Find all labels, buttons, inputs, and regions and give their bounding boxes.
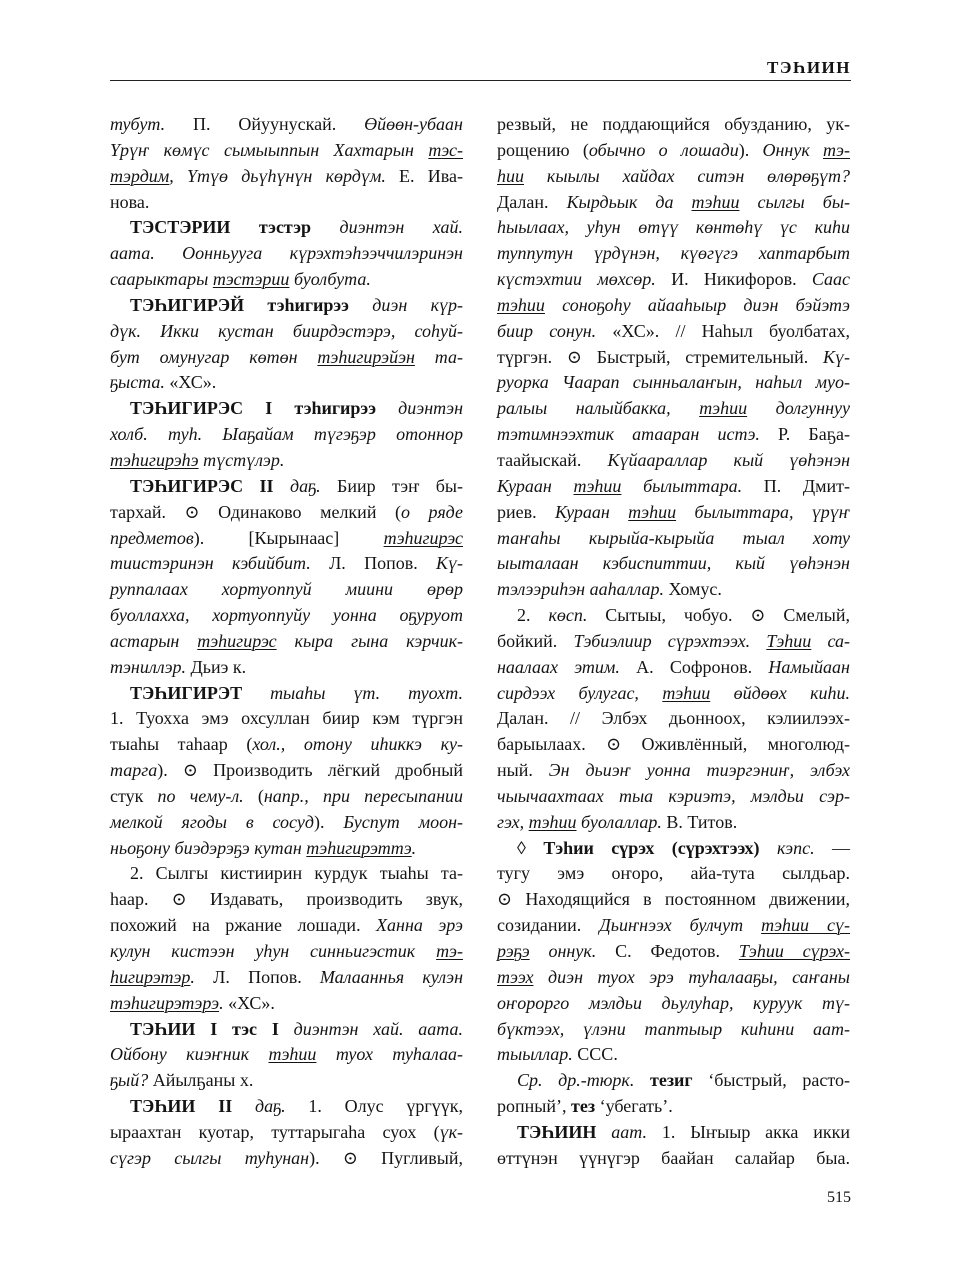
text-line xyxy=(110,887,463,913)
text-line xyxy=(497,526,850,552)
text-line xyxy=(110,500,463,526)
dictionary-entry xyxy=(497,1068,850,1120)
underlined-headword: тэһии xyxy=(691,191,740,212)
example-text: долгуннуу xyxy=(747,398,850,419)
text-line xyxy=(110,370,463,396)
text-line xyxy=(110,1017,463,1043)
dictionary-entry xyxy=(110,215,463,293)
dictionary-entry xyxy=(497,112,850,603)
gloss-text: ◊ xyxy=(517,837,544,858)
text-line xyxy=(497,190,850,216)
underlined-headword: тэс- xyxy=(428,139,463,160)
text-line xyxy=(497,345,850,371)
dictionary-entry xyxy=(497,1120,850,1172)
example-text: аат. xyxy=(611,1121,648,1142)
gloss-text: риев. xyxy=(497,501,555,522)
gloss-text: бойкий. xyxy=(497,630,574,651)
gloss-text: Сытыы, чобуо. ⊙ Смелый, xyxy=(587,605,850,626)
gloss-text: «ХС». xyxy=(228,992,275,1013)
gloss-text: стук xyxy=(110,785,158,806)
example-text: Ханна эрэ xyxy=(376,915,463,936)
gloss-text: Л. Попов. xyxy=(213,966,320,987)
example-text: былыттара, үрүҥ xyxy=(676,501,850,522)
gloss-text: созидании. xyxy=(497,915,600,936)
underlined-headword: тээх xyxy=(497,966,534,987)
text-line xyxy=(497,500,850,526)
text-line xyxy=(110,396,463,422)
headword: ТЭҺИИН xyxy=(517,1121,612,1142)
example-text: Саас xyxy=(811,269,850,290)
gloss-text: ыраахтан куотар, туттарыгаһа суох ( xyxy=(110,1121,440,1142)
example-text: . xyxy=(219,992,229,1013)
gloss-text: 1. Олус үргүүк, xyxy=(285,1096,463,1117)
underlined-headword: тэһигирэһэ xyxy=(110,449,199,470)
underlined-headword: рэҕэ xyxy=(497,941,530,961)
gloss-text: ). xyxy=(313,811,344,832)
example-text: Кураан xyxy=(497,475,574,496)
headword: ТЭҺИГИРЭЙ тэһигирээ xyxy=(130,294,373,315)
text-line xyxy=(497,241,850,267)
example-text: наалаах этим. xyxy=(497,656,637,677)
text-line xyxy=(110,526,463,552)
text-line xyxy=(110,577,463,603)
example-text: былыттара. xyxy=(621,475,764,496)
text-line xyxy=(497,655,850,681)
gloss-text: 2. xyxy=(517,605,549,626)
example-text: , Үтүө дьүһүнүн көрдүм. xyxy=(169,165,400,186)
gloss-text: һаар. ⊙ Издавать, производить звук, xyxy=(110,889,463,910)
example-text: аата. Оонньууга күрэхтэһээччилэринэн xyxy=(110,243,463,264)
text-line xyxy=(497,784,850,810)
example-text: мелкой ягоды в сосуд xyxy=(110,811,314,832)
example-text: кыра гына кэрчик- xyxy=(276,630,463,651)
headword: тез xyxy=(571,1096,596,1117)
headword: ТЭСТЭРИИ тэстэр xyxy=(130,217,340,238)
example-text: Буспут моон- xyxy=(343,811,463,832)
example-text: гэх, xyxy=(497,811,529,832)
text-line xyxy=(497,965,850,991)
example-text: тыыллар. xyxy=(497,1044,578,1065)
example-text: напр., при пересыпании xyxy=(263,785,464,806)
dictionary-entry xyxy=(110,861,463,1016)
example-text: оҥорорго мэлдьи дьулуһар, куруук тү- xyxy=(497,992,850,1013)
underlined-headword: һигирэтэр xyxy=(110,966,191,987)
gloss-text: тыаһы таһаар ( xyxy=(110,734,253,755)
text-line xyxy=(110,241,463,267)
underlined-headword: тэһигирэс xyxy=(197,630,277,651)
gloss-text: «ХС». // Наһыл буолбатах, xyxy=(612,320,850,341)
example-text: ҕыста. xyxy=(110,372,170,393)
text-line xyxy=(497,448,850,474)
dictionary-entry xyxy=(110,474,463,681)
example-text: Тэбиэлиир сүрэхтээх. xyxy=(573,630,767,651)
underlined-headword: тэһии xyxy=(268,1044,317,1065)
gloss-text: — xyxy=(814,837,850,858)
example-text: даҕ. xyxy=(289,475,321,496)
underlined-headword: тэһии сү- xyxy=(761,915,851,936)
text-line xyxy=(497,551,850,577)
text-line xyxy=(110,758,463,784)
example-text: саарыктары xyxy=(110,269,213,290)
text-line xyxy=(110,939,463,965)
dictionary-entry xyxy=(497,603,850,836)
gloss-text: нова. xyxy=(110,191,150,212)
underlined-headword: тэһии xyxy=(628,501,677,522)
text-line xyxy=(110,112,463,138)
text-line xyxy=(110,603,463,629)
gloss-text: «ХС». xyxy=(169,372,217,393)
text-line xyxy=(110,1120,463,1146)
underlined-headword: тэһигирэйэн xyxy=(317,346,415,367)
example-text: ҕый? xyxy=(110,1070,153,1091)
example-text: Күйаараллар кый үөһэнэн xyxy=(607,449,850,470)
running-head: ТЭҺИИН xyxy=(766,58,851,77)
header-rule xyxy=(110,80,851,81)
text-line xyxy=(497,603,850,629)
text-line xyxy=(497,215,850,241)
text-line xyxy=(110,319,463,345)
example-text: сылгы бы- xyxy=(739,191,851,212)
gloss-text: 1. Ыҥыыр акка икки xyxy=(647,1121,850,1142)
page-number: 515 xyxy=(827,1189,851,1206)
example-text: Дьиҥнээх булчут xyxy=(599,915,762,936)
dictionary-entry xyxy=(110,112,463,215)
text-line xyxy=(497,732,850,758)
example-text: буолаллар. xyxy=(576,811,667,832)
example-text: Ойбону киэҥник xyxy=(110,1044,269,1065)
underlined-headword: тэһигирэтэрэ xyxy=(110,992,220,1013)
text-line xyxy=(497,577,850,603)
example-text: биир сонун. xyxy=(497,320,613,341)
example-text: сүгэр сылгы туһунан xyxy=(110,1147,310,1168)
underlined-headword: тэһии xyxy=(528,811,577,832)
text-line xyxy=(497,293,850,319)
example-text: тэлээриһэн ааһаллар. xyxy=(497,579,669,600)
example-text: һыылаах, уһун өтүү көнтөһү үс киһи xyxy=(497,217,850,238)
example-text: бут омунугар көтөн xyxy=(110,346,318,367)
example-text: Намыйаан xyxy=(768,656,850,677)
gloss-text: ропный’, xyxy=(497,1096,571,1117)
text-line xyxy=(110,836,463,862)
text-line xyxy=(110,422,463,448)
text-line xyxy=(110,965,463,991)
text-line xyxy=(110,810,463,836)
gloss-text: рощению ( xyxy=(497,139,589,160)
example-text: үк- xyxy=(439,1121,463,1142)
text-line xyxy=(497,1042,850,1068)
gloss-text: Р. Баҕа- xyxy=(778,424,851,445)
left-column xyxy=(110,112,463,1172)
underlined-headword: тэһии xyxy=(497,294,545,315)
example-text: күстэхтии мөхсөр. xyxy=(497,269,672,290)
gloss-text: таайыскай. xyxy=(497,449,608,470)
gloss-text: Айылҕаны х. xyxy=(152,1070,254,1091)
example-text: руппалаах хортуоппуй миини өрөр xyxy=(110,579,463,600)
headword: ТЭҺИГИРЭС II xyxy=(130,475,290,496)
headword: ТЭҺИГИРЭС I тэһигирээ xyxy=(130,398,399,419)
text-line xyxy=(110,215,463,241)
text-line xyxy=(110,706,463,732)
example-text: . xyxy=(411,837,417,858)
example-text: таҥаһы кырыйа-кырыйа тыал хоту xyxy=(497,527,850,548)
text-line xyxy=(110,681,463,707)
example-text: по чему-л. xyxy=(157,785,244,806)
gloss-text: түргэн. ⊙ Быстрый, стремительный. xyxy=(497,346,824,367)
example-text: сирдээх булугас, xyxy=(497,682,663,703)
underlined-headword: һии xyxy=(497,165,524,186)
example-text: ралыы налыйбакка, xyxy=(497,398,700,419)
dictionary-entry xyxy=(110,1017,463,1095)
example-text: Үрүҥ көмүс сымыыппын Хахтарын xyxy=(110,139,429,160)
headword: Тэһии сүрэх (сүрэхтээх) xyxy=(543,837,777,858)
underlined-headword: тэһигирэттэ xyxy=(306,837,412,858)
underlined-headword: тэһигирэс xyxy=(383,527,463,548)
text-line xyxy=(110,1042,463,1068)
text-line xyxy=(110,629,463,655)
text-line xyxy=(497,164,850,190)
gloss-text: ный. xyxy=(497,760,549,781)
text-line xyxy=(497,474,850,500)
example-text: өйдөөх киһи. xyxy=(710,682,851,703)
gloss-text: Л. Попов. xyxy=(329,553,437,574)
example-text: чыычаахтаах тыа кэриэтэ, мэлдьи сэр- xyxy=(497,785,850,806)
text-line xyxy=(497,706,850,732)
text-line xyxy=(497,422,850,448)
example-text: диэн күр- xyxy=(372,294,463,315)
text-line xyxy=(497,1120,850,1146)
gloss-text: Е. Ива- xyxy=(399,165,463,186)
example-text: көсп. xyxy=(548,605,588,626)
text-line xyxy=(110,655,463,681)
gloss-text: ). [Кырынаас] xyxy=(193,527,384,548)
example-text: тыаһы үт. туохт. xyxy=(270,682,463,703)
text-line xyxy=(110,138,463,164)
example-text: Эн дьиэҥ уонна тиэргэниҥ, элбэх xyxy=(548,760,850,781)
text-line xyxy=(110,1094,463,1120)
gloss-text: Хомус. xyxy=(668,579,722,600)
example-text: Өйөөн-убаан xyxy=(364,114,463,134)
right-column xyxy=(497,112,850,1172)
gloss-text: тархай. ⊙ Одинаково мелкий ( xyxy=(110,501,401,522)
text-line xyxy=(497,319,850,345)
dictionary-entry xyxy=(110,396,463,474)
example-text: Ср. др.-тюрк. xyxy=(517,1070,650,1091)
text-line xyxy=(497,267,850,293)
gloss-text: А. Софронов. xyxy=(636,656,769,677)
text-line xyxy=(497,991,850,1017)
gloss-text: В. Титов. xyxy=(666,811,738,832)
text-line xyxy=(110,190,463,216)
underlined-headword: тэ- xyxy=(436,941,463,961)
gloss-text: ССС. xyxy=(577,1044,618,1065)
example-text: туох туһалаа- xyxy=(316,1044,463,1065)
text-line xyxy=(110,1146,463,1172)
text-line xyxy=(497,810,850,836)
gloss-text: ⊙ Находящийся в постоянном движении, xyxy=(497,889,850,910)
underlined-headword: тэ- xyxy=(823,139,850,160)
underlined-headword: тэһии xyxy=(699,398,748,419)
text-line xyxy=(497,1146,850,1172)
example-text: Малааннья кулэн xyxy=(319,966,464,987)
text-line xyxy=(110,1068,463,1094)
example-text: оннук. xyxy=(529,941,616,961)
text-line xyxy=(497,629,850,655)
underlined-headword: тэстэрии xyxy=(212,269,290,290)
text-line xyxy=(497,1094,850,1120)
dictionary-entry xyxy=(110,1094,463,1172)
example-text: буолбута. xyxy=(289,269,371,290)
text-line xyxy=(497,396,850,422)
example-text: кулун кистээн уһун синньигэстик xyxy=(110,941,437,961)
gloss-text: Биир тэҥ бы- xyxy=(320,475,463,496)
gloss-text: Далан. xyxy=(497,191,567,212)
gloss-text: ). ⊙ Пугливый, xyxy=(309,1147,463,1168)
text-line xyxy=(110,293,463,319)
underlined-headword: тэһии xyxy=(662,682,711,703)
gloss-text: И. Никифоров. xyxy=(671,269,812,290)
gloss-text: Дьиэ к. xyxy=(190,656,247,677)
example-text: Кү- xyxy=(823,346,850,367)
example-text: тубут. xyxy=(110,114,166,134)
example-text: соноҕоһу айааһыыр диэн бэйэтэ xyxy=(544,294,850,315)
gloss-text: С. Федотов. xyxy=(615,941,739,961)
gloss-text: Далан. // Элбэх дьонноох, кэлиилээх- xyxy=(497,708,850,729)
example-text: Кү- xyxy=(436,553,463,574)
headword: тезиг xyxy=(649,1070,693,1091)
underlined-headword: Тэһии сүрэх- xyxy=(738,941,850,961)
gloss-text: резвый, не поддающийся обузданию, ук- xyxy=(497,114,850,134)
text-line xyxy=(110,345,463,371)
text-line xyxy=(497,138,850,164)
example-text: дүк. Икки кустан биирдэстэрэ, соһуй- xyxy=(110,320,463,341)
gloss-text: П. Ойуунускай. xyxy=(165,114,365,134)
gloss-text: П. Дмит- xyxy=(763,475,850,496)
dictionary-entry xyxy=(110,681,463,862)
gloss-text: өттүнэн үүнүгэр баайан салайар быа. xyxy=(497,1147,850,1168)
example-text: тарга xyxy=(110,760,158,781)
text-line xyxy=(497,939,850,965)
example-text: тэниллэр. xyxy=(110,656,191,677)
example-text: ньоҕону биэдэрэҕэ кутан xyxy=(110,837,307,858)
gloss-text: ‘быстрый, расто- xyxy=(692,1070,851,1091)
example-text: предметов xyxy=(110,527,194,548)
text-line xyxy=(497,887,850,913)
gloss-text: 1. Туохха эмэ охсуллан биир кэм түргэн xyxy=(110,708,463,729)
example-text: холб. туһ. Ыаҕайам түгэҕэр отоннор xyxy=(110,424,463,445)
example-text: обычно о лошади xyxy=(588,139,739,160)
example-text: о ряде xyxy=(401,501,463,522)
gloss-text: ). xyxy=(738,139,763,160)
gloss-text: ( xyxy=(243,785,264,806)
headword: ТЭҺИГИРЭТ xyxy=(130,682,271,703)
underlined-headword: Тэһии xyxy=(766,630,812,651)
example-text: диэнтэн хай. xyxy=(339,217,464,238)
example-text: тэтимнээхтик атааран истэ. xyxy=(497,424,779,445)
text-line xyxy=(497,112,850,138)
text-line xyxy=(110,784,463,810)
text-line xyxy=(110,474,463,500)
example-text: туппутун үрдүнэн, күөгүгэ хаптарбыт xyxy=(497,243,850,264)
example-text: руорка Чаарап сынньалаҥын, наһыл муо- xyxy=(497,372,850,393)
gloss-text: барыылаах. ⊙ Оживлённый, многолюд- xyxy=(497,734,850,755)
underlined-headword: тэрдим xyxy=(110,165,170,186)
example-text: даҕ. xyxy=(254,1096,286,1117)
text-line xyxy=(497,758,850,784)
gloss-text: 2. Сылгы кистиирин курдук тыаһы та- xyxy=(130,863,463,884)
text-line xyxy=(110,448,463,474)
example-text: буоллахха, хортуоппуйу уонна оҕуруот xyxy=(110,605,463,626)
example-text: түстүлэр. xyxy=(198,449,285,470)
dictionary-entry xyxy=(497,836,850,1069)
text-line xyxy=(497,370,850,396)
dictionary-entry xyxy=(110,293,463,396)
example-text: диэнтэн хай. аата. xyxy=(293,1018,463,1039)
gloss-text: тугу эмэ оҥоро, айа-тута сылдьар. xyxy=(497,863,850,884)
gloss-text: ). ⊙ Производить лёгкий дробный xyxy=(157,760,463,781)
example-text: Оннук xyxy=(762,139,824,160)
text-line xyxy=(110,913,463,939)
headword: ТЭҺИИ II xyxy=(130,1096,255,1117)
underlined-headword: тэһии xyxy=(573,475,622,496)
example-text: . xyxy=(190,966,214,987)
example-text: диэн туох эрэ туһалааҕы, саҥаны xyxy=(533,966,850,987)
text-line xyxy=(497,861,850,887)
example-text: хол., отону иһиккэ ку- xyxy=(252,734,464,755)
example-text: Кырдьык да xyxy=(566,191,692,212)
example-text: ыыталаан кэбиспиттии, кый үөһэнэн xyxy=(497,553,850,574)
text-line xyxy=(497,681,850,707)
example-text: та- xyxy=(414,346,463,367)
example-text: кыылы хайдах ситэн өлөрөҕүт? xyxy=(524,165,850,186)
example-text: диэнтэн xyxy=(398,398,463,419)
gloss-text: ‘убегать’. xyxy=(595,1096,673,1117)
example-text: Кураан xyxy=(554,501,629,522)
text-line xyxy=(110,164,463,190)
example-text: астарын xyxy=(110,630,198,651)
text-line xyxy=(497,1017,850,1043)
text-line xyxy=(110,991,463,1017)
example-text: са- xyxy=(811,630,850,651)
text-line xyxy=(110,551,463,577)
example-text: тиистэринэн кэбийбит. xyxy=(110,553,330,574)
text-line xyxy=(497,913,850,939)
example-text: кэпс. xyxy=(776,837,815,858)
text-line xyxy=(110,267,463,293)
text-line xyxy=(110,732,463,758)
example-text: бүктээх, үлэни таптыыр киһини аат- xyxy=(497,1018,850,1039)
text-line xyxy=(110,861,463,887)
text-line xyxy=(497,836,850,862)
gloss-text: похожий на ржание лошади. xyxy=(110,915,377,936)
headword: ТЭҺИИ I тэс I xyxy=(130,1018,294,1039)
text-line xyxy=(497,1068,850,1094)
